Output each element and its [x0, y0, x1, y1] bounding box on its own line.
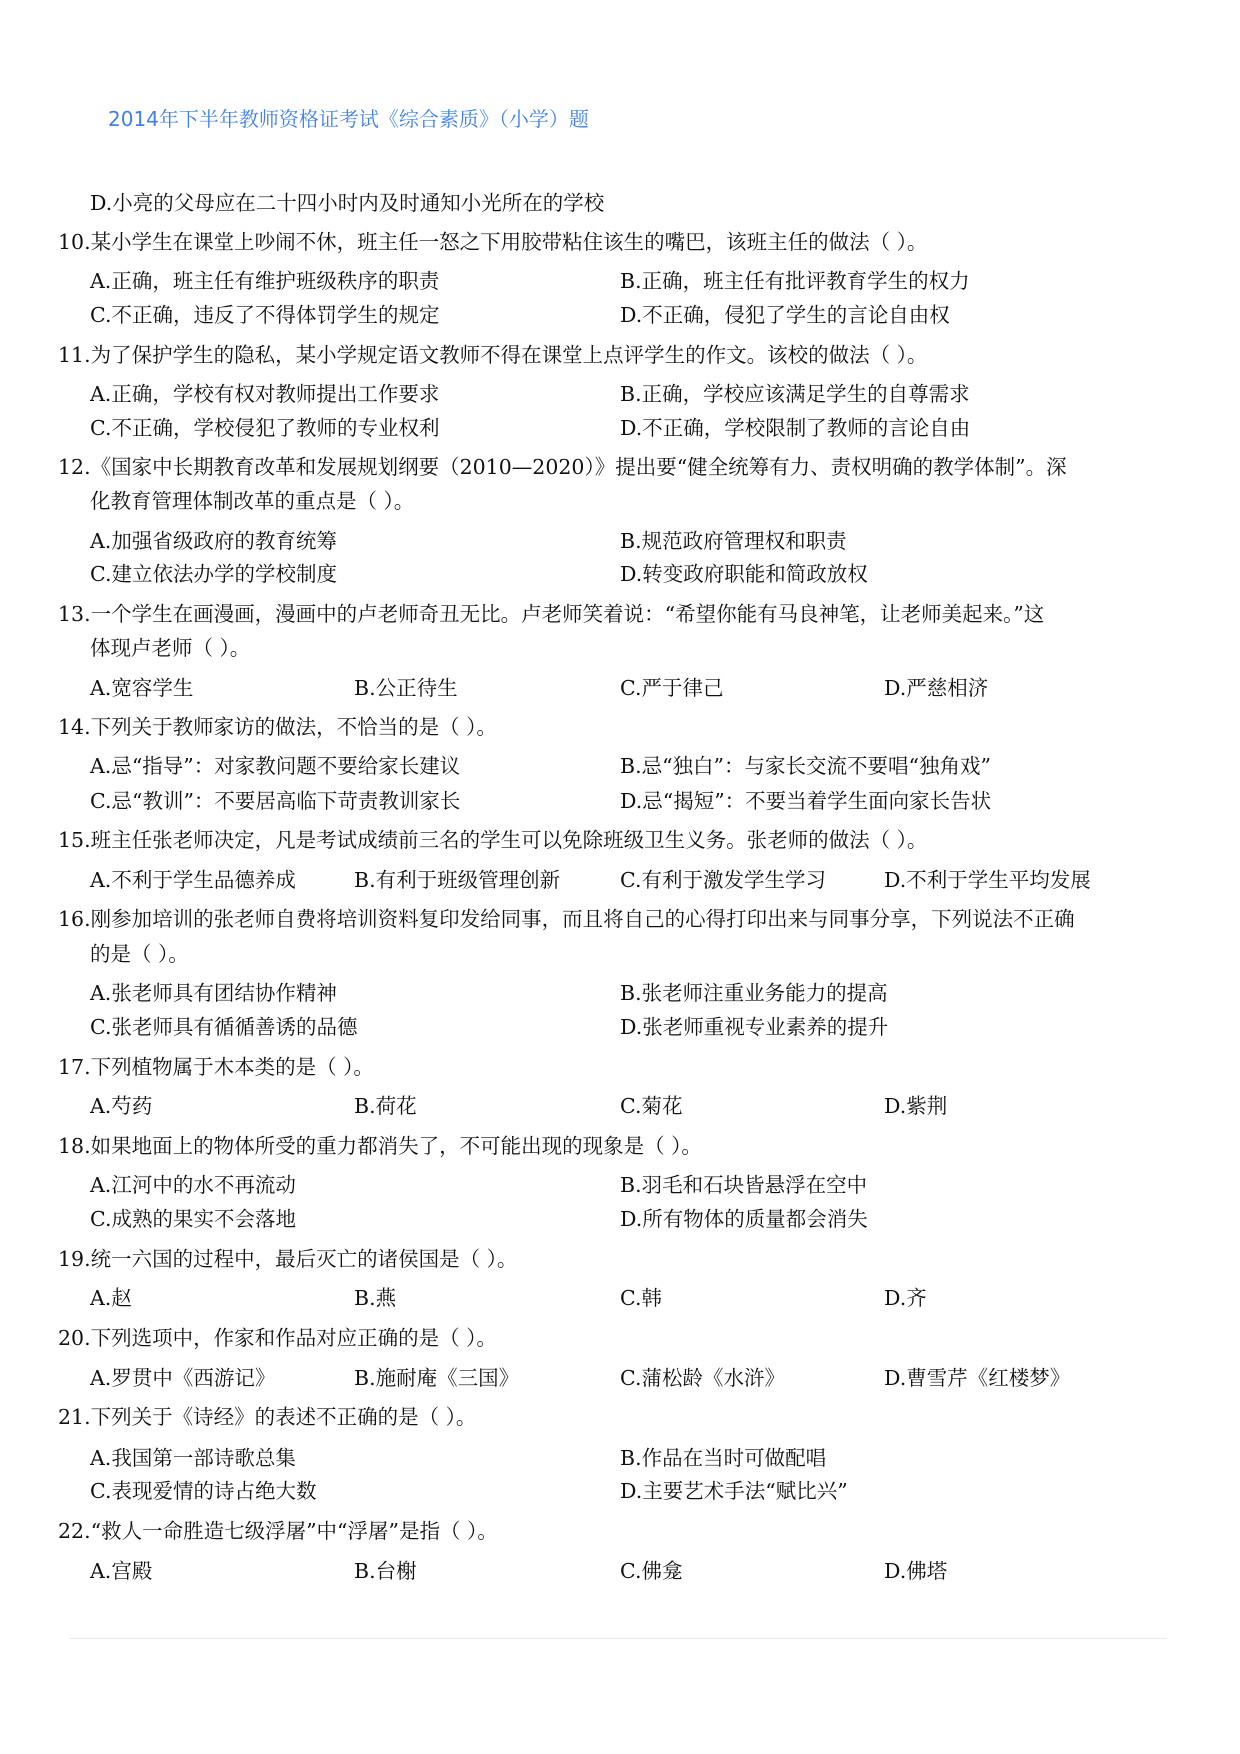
answer-option: B.施耐庵《三国》: [354, 1366, 520, 1390]
question-stem: 21.下列关于《诗经》的表述不正确的是（ ）。: [58, 1405, 477, 1429]
answer-option: B.规范政府管理权和职责: [620, 529, 847, 553]
question-stem-continued: 化教育管理体制改革的重点是（ ）。: [90, 489, 415, 513]
carryover-option: D.小亮的父母应在二十四小时内及时通知小光所在的学校: [90, 191, 605, 215]
answer-option: C.张老师具有循循善诱的品德: [90, 1015, 358, 1039]
answer-option: B.燕: [354, 1286, 397, 1310]
answer-option: A.宫殿: [90, 1559, 153, 1583]
answer-option: A.张老师具有团结协作精神: [90, 981, 337, 1005]
question-stem-continued: 体现卢老师（ ）。: [90, 636, 251, 660]
answer-option: D.不正确，侵犯了学生的言论自由权: [620, 303, 950, 327]
answer-option: B.作品在当时可做配唱: [620, 1446, 827, 1470]
question-stem: 22.“救人一命胜造七级浮屠”中“浮屠”是指（ ）。: [58, 1519, 498, 1543]
answer-option: B.正确，学校应该满足学生的自尊需求: [620, 382, 970, 406]
answer-option: A.赵: [90, 1286, 132, 1310]
answer-option: D.佛塔: [884, 1559, 948, 1583]
answer-option: C.蒲松龄《水浒》: [620, 1366, 785, 1390]
question-stem: 14.下列关于教师家访的做法，不恰当的是（ ）。: [58, 715, 497, 739]
answer-option: C.建立依法办学的学校制度: [90, 562, 337, 586]
question-stem: 18.如果地面上的物体所受的重力都消失了，不可能出现的现象是（ ）。: [58, 1134, 702, 1158]
question-stem: 15.班主任张老师决定，凡是考试成绩前三名的学生可以免除班级卫生义务。张老师的做法（ ）。: [58, 828, 928, 852]
answer-option: D.转变政府职能和简政放权: [620, 562, 868, 586]
answer-option: C.严于律己: [620, 676, 724, 700]
answer-option: D.不正确，学校限制了教师的言论自由: [620, 416, 971, 440]
answer-option: A.正确，学校有权对教师提出工作要求: [90, 382, 440, 406]
answer-option: C.佛龛: [620, 1559, 683, 1583]
answer-option: A.宽容学生: [90, 676, 194, 700]
question-stem: 16.刚参加培训的张老师自费将培训资料复印发给同事，而且将自己的心得打印出来与同事分享，下列说法不正确: [58, 907, 1075, 931]
answer-option: A.忌“指导”：对家教问题不要给家长建议: [90, 754, 461, 778]
answer-option: D.不利于学生平均发展: [884, 868, 1091, 892]
answer-option: B.有利于班级管理创新: [354, 868, 561, 892]
answer-option: C.有利于激发学生学习: [620, 868, 826, 892]
answer-option: C.不正确，违反了不得体罚学生的规定: [90, 303, 440, 327]
page-title: 2014年下半年教师资格证考试《综合素质》（小学）题: [108, 107, 589, 131]
answer-option: C.忌“教训”：不要居高临下苛责教训家长: [90, 789, 461, 813]
answer-option: A.江河中的水不再流动: [90, 1173, 296, 1197]
answer-option: D.曹雪芹《红楼梦》: [884, 1366, 1071, 1390]
answer-option: B.荷花: [354, 1094, 417, 1118]
answer-option: D.紫荆: [884, 1094, 948, 1118]
question-stem: 13.一个学生在画漫画，漫画中的卢老师奇丑无比。卢老师笑着说：“希望你能有马良神笔，让老师美起来。”这: [58, 602, 1045, 626]
answer-option: A.我国第一部诗歌总集: [90, 1446, 296, 1470]
question-stem: 12.《国家中长期教育改革和发展规划纲要（2010—2020）》提出要“健全统筹有力、责权明确的教学体制”。深: [58, 455, 1067, 479]
answer-option: D.所有物体的质量都会消失: [620, 1207, 868, 1231]
answer-option: B.台榭: [354, 1559, 417, 1583]
question-stem: 19.统一六国的过程中，最后灭亡的诸侯国是（ ）。: [58, 1247, 518, 1271]
answer-option: D.张老师重视专业素养的提升: [620, 1015, 889, 1039]
answer-option: C.菊花: [620, 1094, 683, 1118]
answer-option: A.正确，班主任有维护班级秩序的职责: [90, 269, 440, 293]
question-stem: 20.下列选项中，作家和作品对应正确的是（ ）。: [58, 1326, 497, 1350]
answer-option: A.罗贯中《西游记》: [90, 1366, 276, 1390]
answer-option: A.不利于学生品德养成: [90, 868, 296, 892]
answer-option: A.芍药: [90, 1094, 153, 1118]
answer-option: D.主要艺术手法“赋比兴”: [620, 1479, 848, 1503]
answer-option: B.张老师注重业务能力的提高: [620, 981, 888, 1005]
question-stem-continued: 的是（ ）。: [90, 942, 189, 966]
footer-divider: [70, 1638, 1167, 1639]
answer-option: C.韩: [620, 1286, 662, 1310]
answer-option: D.齐: [884, 1286, 927, 1310]
answer-option: D.忌“揭短”：不要当着学生面向家长告状: [620, 789, 992, 813]
answer-option: C.成熟的果实不会落地: [90, 1207, 296, 1231]
answer-option: C.表现爱情的诗占绝大数: [90, 1479, 317, 1503]
answer-option: B.忌“独白”：与家长交流不要唱“独角戏”: [620, 754, 992, 778]
answer-option: B.羽毛和石块皆悬浮在空中: [620, 1173, 868, 1197]
answer-option: B.正确，班主任有批评教育学生的权力: [620, 269, 970, 293]
question-stem: 11.为了保护学生的隐私，某小学规定语文教师不得在课堂上点评学生的作文。该校的做法（ ）。: [58, 343, 928, 367]
answer-option: B.公正待生: [354, 676, 458, 700]
question-stem: 17.下列植物属于木本类的是（ ）。: [58, 1055, 374, 1079]
question-stem: 10.某小学生在课堂上吵闹不休，班主任一怒之下用胶带粘住该生的嘴巴，该班主任的做法（ ）。: [58, 230, 928, 254]
answer-option: C.不正确，学校侵犯了教师的专业权利: [90, 416, 440, 440]
answer-option: D.严慈相济: [884, 676, 989, 700]
answer-option: A.加强省级政府的教育统筹: [90, 529, 337, 553]
